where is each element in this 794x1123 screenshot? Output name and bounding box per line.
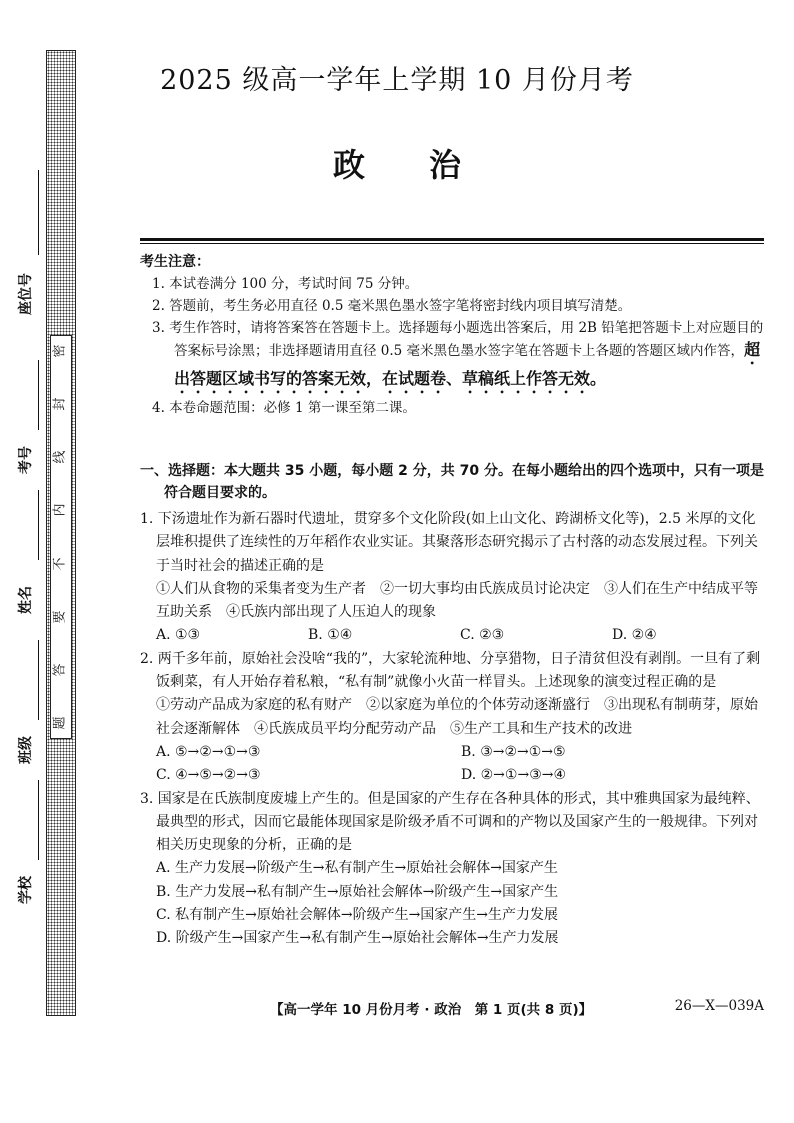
school-field[interactable] bbox=[10, 780, 40, 910]
option-a: A. ①③ bbox=[156, 627, 201, 644]
exam-number-field[interactable] bbox=[10, 360, 40, 480]
notice-text: 3. 考生作答时，请将答案答在答题卡上。选择题每小题选出答案后，用 2B 铅笔把答题卡上对应题目的答案标号涂黑；非选择题请用直径 0.5 毫米黑色墨水签字笔在答题卡上各题的答题区域内作答， bbox=[152, 320, 764, 359]
question-2 bbox=[140, 648, 766, 788]
page-footer bbox=[140, 998, 766, 1020]
option-d: D. ②④ bbox=[612, 627, 657, 644]
seal-char: 答 bbox=[52, 663, 68, 677]
seal-char: 要 bbox=[52, 610, 68, 624]
notice-item: 4. 本卷命题范围：必修 1 第一课至第二课。 bbox=[152, 400, 416, 416]
class-label: 班级 bbox=[18, 736, 34, 764]
notice-emphasis: 超出答题区域书写的答案无效，在试题卷、草稿纸上作答无效。 bbox=[174, 340, 761, 388]
question-list bbox=[140, 508, 766, 951]
header-rule-thin bbox=[140, 243, 764, 244]
question-stem: 3. 国家是在氏族制度废墟上产生的。但是国家的产生存在各种具体的形式，其中雅典国家为最纯粹、最典型的形式，因而它最能体现国家是阶级矛盾不可调和的产物以及国家产生的一般规律。下列对相关历史现象的分析，正确的是 bbox=[140, 790, 760, 854]
subject-title: 政治 bbox=[332, 146, 525, 184]
seal-char: 密 bbox=[52, 344, 68, 358]
footer-page-info: 【高一学年 10 月份月考 · 政治 第 1 页(共 8 页)】 bbox=[270, 1002, 593, 1018]
option-d: D. ②→①→③→④ bbox=[461, 767, 567, 784]
question-1 bbox=[140, 508, 766, 648]
seal-char: 线 bbox=[52, 450, 68, 464]
option-c: C. ④→⑤→②→③ bbox=[156, 767, 261, 784]
question-choices: ①劳动产品成为家庭的私有财产 ②以家庭为单位的个体劳动逐渐盛行 ③出现私有制萌芽，原始社会逐渐解体 ④氏族成员平均分配劳动产品 ⑤生产工具和生产技术的改进 bbox=[156, 697, 758, 737]
section-heading: 一、选择题：本大题共 35 小题，每小题 2 分，共 70 分。在每小题给出的四个选项中，只有一项是符合题目要求的。 bbox=[140, 463, 764, 501]
option-a: A. ⑤→②→①→③ bbox=[156, 743, 261, 760]
exam-notice bbox=[140, 251, 766, 419]
name-field[interactable] bbox=[10, 490, 40, 630]
option-b: B. 生产力发展→私有制产生→原始社会解体→阶级产生→国家产生 bbox=[156, 883, 559, 900]
option-a: A. 生产力发展→阶级产生→私有制产生→原始社会解体→国家产生 bbox=[156, 860, 558, 877]
name-line bbox=[38, 490, 39, 560]
question-3 bbox=[140, 788, 766, 951]
exam-number-label: 考号 bbox=[18, 446, 34, 474]
seat-field[interactable] bbox=[10, 170, 40, 340]
notice-item bbox=[140, 317, 766, 397]
question-choices: ①人们从食物的采集者变为生产者 ②一切大事均由氏族成员讨论决定 ③人们在生产中结成平等互助关系 ④氏族内部出现了人压迫人的现象 bbox=[156, 580, 758, 621]
exam-title: 2025 级高一学年上学期 10 月份月考 bbox=[160, 65, 634, 96]
name-label: 姓名 bbox=[18, 586, 34, 614]
class-line bbox=[38, 640, 39, 720]
notice-item: 1. 本试卷满分 100 分，考试时间 75 分钟。 bbox=[152, 276, 419, 292]
seat-label: 座位号 bbox=[18, 273, 34, 315]
option-b: B. ①④ bbox=[308, 627, 353, 644]
option-d: D. 阶级产生→国家产生→私有制产生→原始社会解体→生产力发展 bbox=[156, 930, 559, 947]
seal-line-notice bbox=[50, 335, 72, 739]
header-rule bbox=[140, 238, 764, 241]
option-row bbox=[140, 764, 766, 787]
school-line bbox=[38, 780, 39, 860]
school-label: 学校 bbox=[18, 876, 34, 904]
option-row bbox=[140, 624, 766, 647]
notice-item: 2. 答题前，考生务必用直径 0.5 毫米黑色墨水签字笔将密封线内项目填写清楚。 bbox=[152, 298, 632, 314]
seal-char: 不 bbox=[52, 557, 68, 571]
class-field[interactable] bbox=[10, 640, 40, 770]
seal-char: 封 bbox=[52, 397, 68, 411]
seal-char: 题 bbox=[52, 716, 68, 730]
question-stem: 1. 下汤遗址作为新石器时代遗址，贯穿多个文化阶段(如上山文化、跨湖桥文化等)，2.5 米厚的文化层堆积提供了连续性的万年稻作农业实证。其聚落形态研究揭示了古村落的动态发展过程。下列关于当时社会的描述正确的是 bbox=[140, 511, 758, 574]
option-c: C. ②③ bbox=[460, 627, 505, 644]
option-row bbox=[140, 741, 766, 764]
exam-number-line bbox=[38, 360, 39, 430]
question-stem: 2. 两千多年前，原始社会没啥“我的”，大家轮流种地、分享猎物，日子清贫但没有剥削。一旦有了剩饭剩菜，有人开始存着私粮，“私有制”就像小火苗一样冒头。上述现象的演变过程正确的是 bbox=[140, 650, 761, 691]
seal-char: 内 bbox=[52, 503, 68, 517]
option-c: C. 私有制产生→原始社会解体→阶级产生→国家产生→生产力发展 bbox=[156, 907, 559, 924]
option-b: B. ③→②→①→⑤ bbox=[461, 743, 566, 760]
footer-paper-code: 26—X—039A bbox=[674, 998, 764, 1014]
notice-heading: 考生注意： bbox=[140, 254, 210, 270]
